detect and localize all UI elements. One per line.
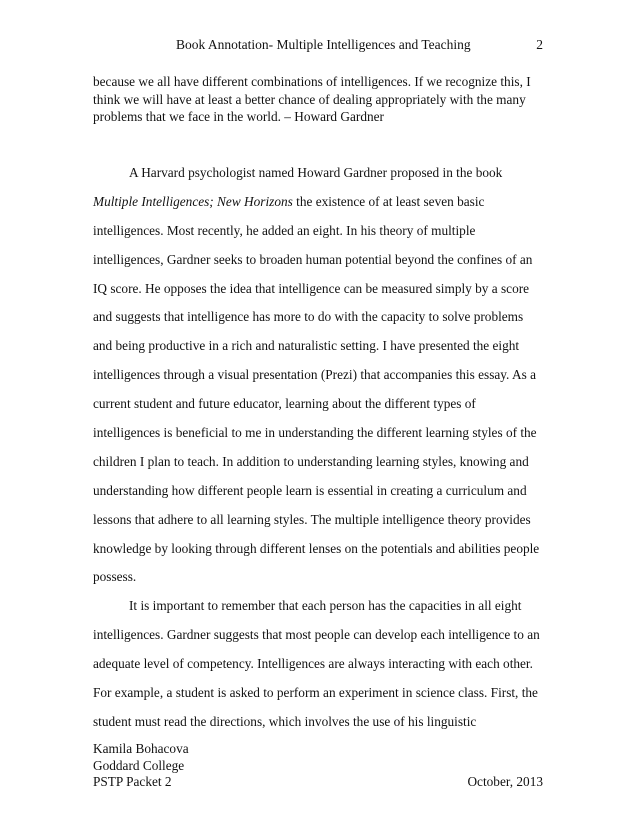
paragraph-1-line: possess. (93, 569, 137, 585)
paragraph-2-line: student must read the directions, which involves the use of his linguistic (93, 713, 477, 729)
paragraph-1-line: children I plan to teach. In addition to understanding learning styles, knowing and (93, 453, 529, 469)
paragraph-1-line: and being productive in a rich and naturalistic setting. I have presented the eight (93, 338, 520, 354)
paragraph-2-line: intelligences. Gardner suggests that most people can develop each intelligence to an (93, 627, 540, 643)
quote-line: because we all have different combinations of intelligences. If we recognize this, I (93, 74, 531, 89)
footer-school: Goddard College (93, 757, 185, 773)
quote-line: think we will have at least a better chance of dealing appropriately with the many (93, 91, 526, 107)
paragraph-1-line: intelligences. Most recently, he added an eight. In his theory of multiple (93, 222, 476, 238)
paragraph-1-line: intelligences through a visual presentation (Prezi) that accompanies this essay. As a (93, 367, 536, 383)
paragraph-2-line: It is important to remember that each person has the capacities in all eight (129, 598, 522, 614)
paragraph-1-line: intelligences is beneficial to me in understanding the different learning styles of the (93, 425, 537, 441)
paragraph-1-line: intelligences, Gardner seeks to broaden human potential beyond the confines of an (93, 251, 533, 267)
footer-packet: PSTP Packet 2 (93, 774, 172, 789)
paragraph-1-line: and suggests that intelligence has more to do with the capacity to solve problems (93, 309, 524, 325)
paragraph-1-line: understanding how different people learn is essential in creating a curriculum and (93, 482, 527, 498)
paragraph-1-line (93, 188, 553, 217)
paragraph-1-line-rest: the existence of at least seven basic (292, 193, 485, 209)
footer-date: October, 2013 (467, 774, 543, 789)
running-header-title: Book Annotation- Multiple Intelligences and Teaching (176, 37, 471, 52)
paragraph-1-line: knowledge by looking through different lenses on the potentials and abilities people (93, 540, 540, 556)
paragraph-1-line: lessons that adhere to all learning styles. The multiple intelligence theory provides (93, 511, 531, 527)
footer-author-block (93, 741, 189, 791)
paragraph-1-line: A Harvard psychologist named Howard Gardner proposed in the book (129, 165, 503, 180)
quote-line: problems that we face in the world. – Howard Gardner (93, 109, 384, 124)
gardner-quote (93, 73, 553, 126)
paragraph-2-line: adequate level of competency. Intelligences are always interacting with each other. (93, 656, 533, 672)
paragraph-2-line: For example, a student is asked to perform an experiment in science class. First, the (93, 685, 538, 701)
paragraph-1-line: current student and future educator, learning about the different types of (93, 396, 476, 412)
footer-author: Kamila Bohacova (93, 741, 189, 756)
book-title: Multiple Intelligences; New Horizons (93, 193, 293, 209)
essay-body (93, 159, 553, 737)
page-number: 2 (536, 37, 543, 52)
paragraph-1-line: IQ score. He opposes the idea that intelligence can be measured simply by a score (93, 280, 530, 296)
